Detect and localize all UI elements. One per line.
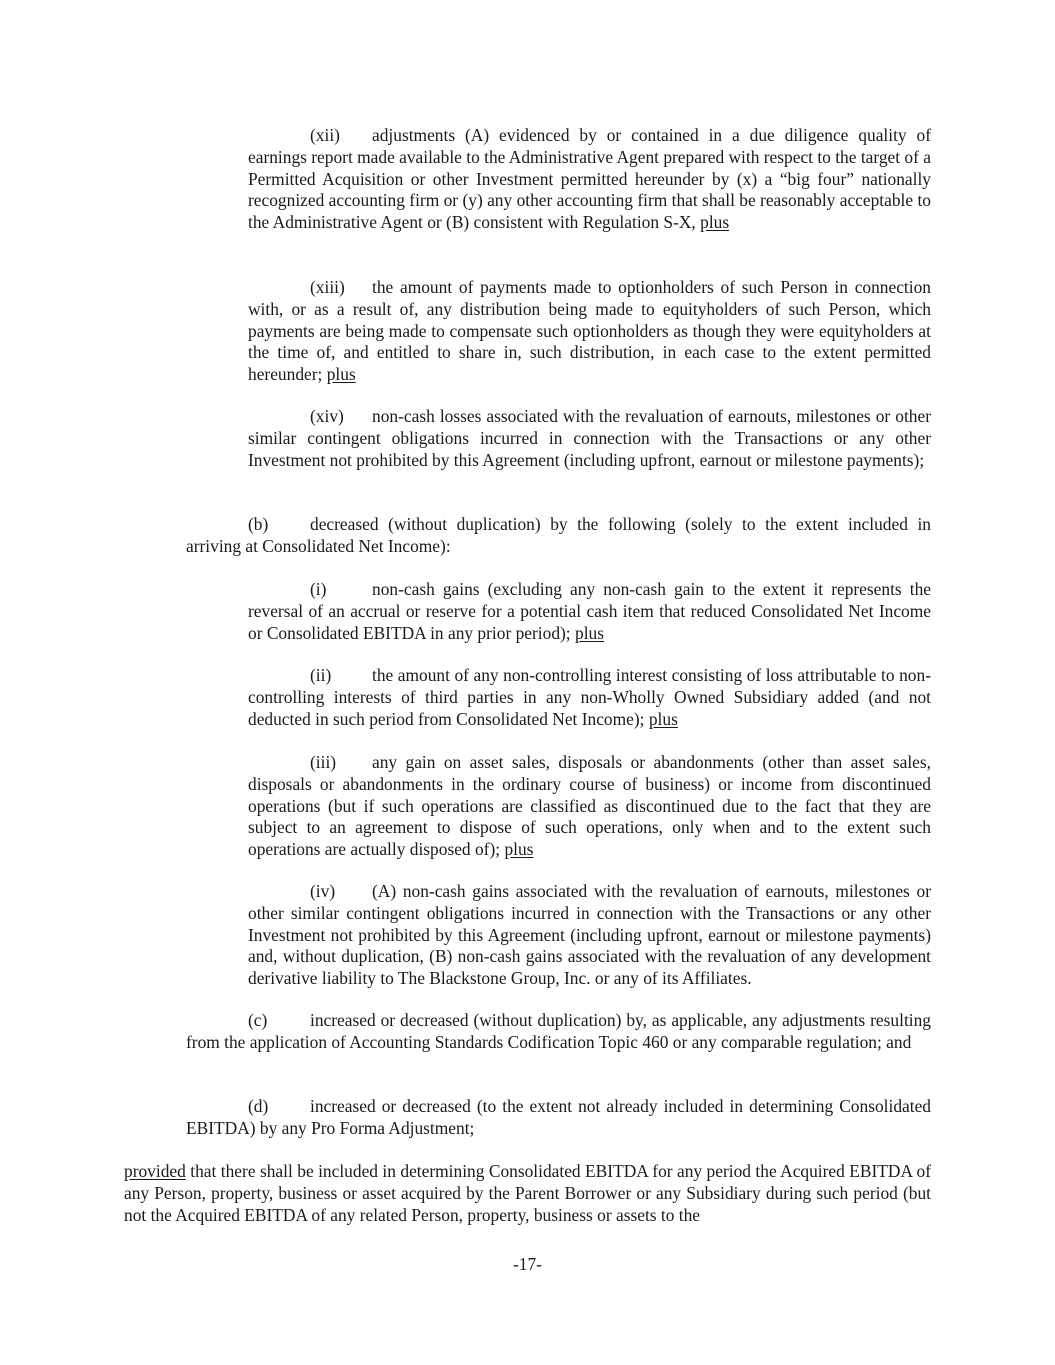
clause-ii [248,665,931,730]
clause-number: (xiv) [310,406,344,426]
clause-number: (b) [248,514,269,534]
clause-number: (i) [310,579,327,599]
clause-c [186,1010,931,1054]
clause-number: (c) [248,1010,268,1030]
page-number: -17- [513,1254,542,1274]
plus-link: plus [326,364,356,385]
clause-text: any gain on asset sales, disposals or abandonments (other than asset sales, disposals or abandonments in the ordinary course of business) or income from discontinued operations (but if such operations are classified as discontinued due to the fact that they are subject to an agreement to dispose of such operations, only when and to the extent such operations are actually disposed of); [248,752,931,860]
clause-number: (ii) [310,665,332,685]
clause-text: adjustments (A) evidenced by or contained in a due diligence quality of earnings report made available to the Administrative Agent prepared with respect to the target of a Permitted Acquisition or other Investment permitted hereunder by (x) a “big four” nationally recognized accounting firm or (y) any other accounting firm that shall be reasonably acceptable to the Administrative Agent or (B) consistent with Regulation S-X, [248,125,931,233]
plus-link: plus [700,212,730,233]
proviso-lead: provided [124,1161,186,1181]
clause-i [248,579,931,644]
proviso-text: that there shall be included in determining Consolidated EBITDA for any period the Acquired EBITDA of any Person, property, business or asset acquired by the Parent Borrower or any Subsidiary during such period (but not the Acquired EBITDA of any related Person, property, business or assets to the [124,1161,931,1225]
clause-number: (d) [248,1096,269,1116]
plus-link: plus [575,622,604,643]
clause-text: the amount of payments made to optionholders of such Person in connection with, or as a result of, any distribution being made to equityholders of such Person, which payments are being made to compensate such optionholders as though they were equityholders at the time of, and entitled to share in, such distribution, in each case to the extent permitted hereunder; [248,277,931,385]
clause-text: (A) non-cash gains associated with the revaluation of earnouts, milestones or other similar contingent obligations incurred in connection with the Transactions or any other Investment not prohibited by this Agreement (including upfront, earnout or milestone payments) and, without duplication, (B) non-cash gains associated with the revaluation of any development derivative liability to The Blackstone Group, Inc. or any of its Affiliates. [248,881,931,989]
clause-number: (xii) [310,125,340,145]
clause-iv [248,881,931,990]
clause-text: decreased (without duplication) by the following (solely to the extent included in arriving at Consolidated Net Income): [186,514,931,556]
proviso-paragraph [124,1161,931,1226]
clause-xii [248,125,931,234]
clause-number: (iii) [310,752,337,772]
clause-xiv [248,406,931,471]
clause-number: (iv) [310,881,336,901]
clause-d [186,1096,931,1140]
clause-number: (xiii) [310,277,345,297]
plus-link: plus [504,839,534,860]
clause-text: increased or decreased (to the extent not already included in determining Consolidated EBITDA) by any Pro Forma Adjustment; [186,1096,931,1138]
clause-text: increased or decreased (without duplication) by, as applicable, any adjustments resulting from the application of Accounting Standards Codification Topic 460 or any comparable regulation; and [186,1010,931,1052]
clause-xiii [248,277,931,386]
plus-link: plus [648,708,678,729]
clause-text: the amount of any non-controlling interest consisting of loss attributable to non-controlling interests of third parties in any non-Wholly Owned Subsidiary added (and not deducted in such period from Consolidated Net Income); [248,665,931,729]
clause-b [186,514,931,558]
clause-text: non-cash losses associated with the revaluation of earnouts, milestones or other similar contingent obligations incurred in connection with the Transactions or any other Investment not prohibited by this Agreement (including upfront, earnout or milestone payments); [248,406,931,470]
clause-iii [248,752,931,861]
clause-text: non-cash gains (excluding any non-cash gain to the extent it represents the reversal of an accrual or reserve for a potential cash item that reduced Consolidated Net Income or Consolidated EBITDA in any prior period); [248,579,931,643]
